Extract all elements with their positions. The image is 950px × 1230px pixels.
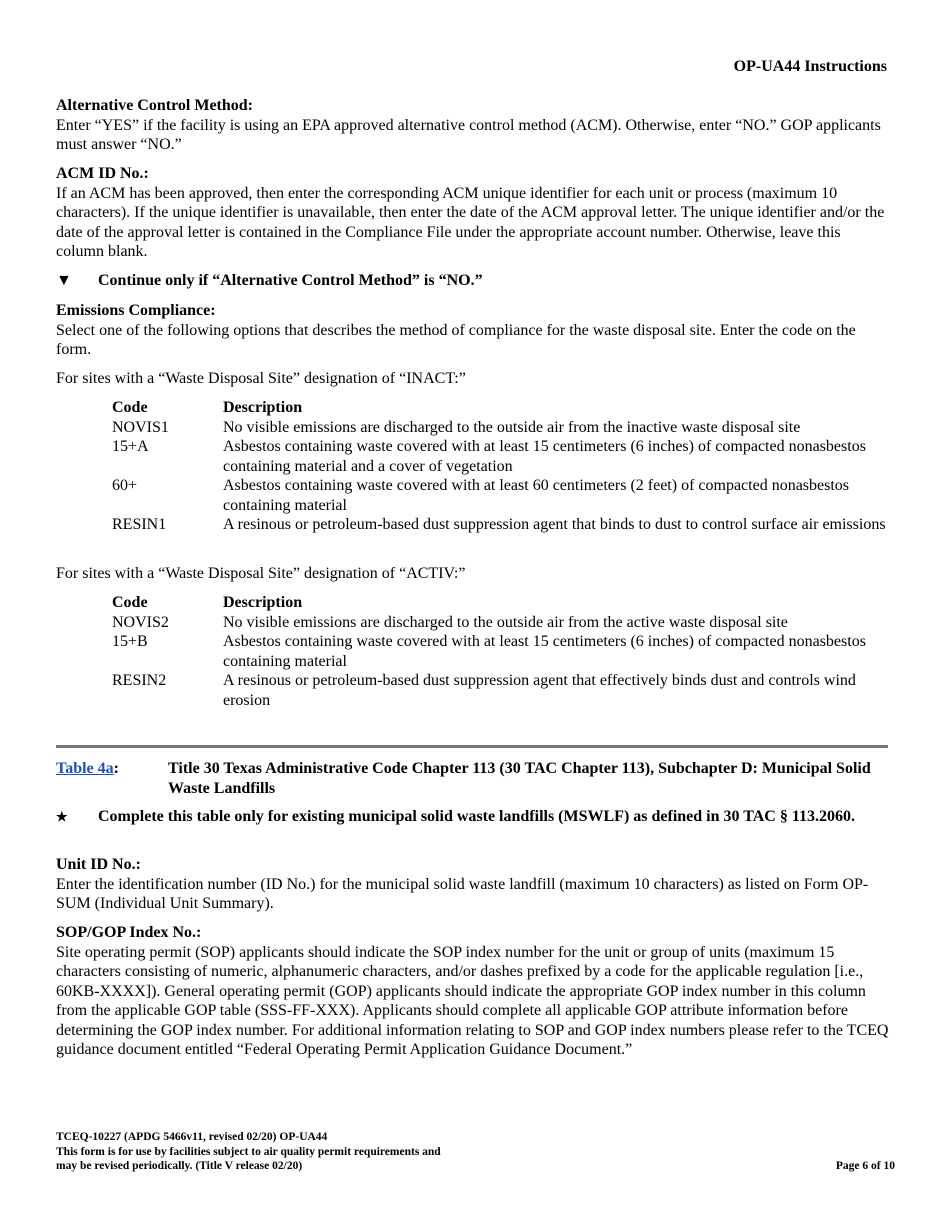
page-number: Page 6 of 10 — [835, 1160, 895, 1172]
table-4a-title: Title 30 Texas Administrative Code Chapter 113 (30 TAC Chapter 113), Subchapter D: Municipal Solid Waste Landfills — [168, 760, 871, 797]
acm-id-section — [56, 164, 892, 262]
star-note — [56, 807, 892, 827]
activ-intro-text: For sites with a “Waste Disposal Site” designation of “ACTIV:” — [56, 565, 466, 582]
description-cell: Asbestos containing waste covered with at least 15 centimeters (6 inches) of compacted nonasbestos containing material — [223, 633, 866, 670]
description-cell: No visible emissions are discharged to the outside air from the active waste disposal site — [223, 613, 788, 631]
unit-id-text: Enter the identification number (ID No.) for the municipal solid waste landfill (maximum 10 characters) as listed on Form OP-SUM (Individual Unit Summary). — [56, 875, 869, 912]
table-4a-colon: : — [113, 760, 119, 777]
description-cell: Asbestos containing waste covered with at least 15 centimeters (6 inches) of compacted nonasbestos containing material and a cover of vegetation — [223, 438, 866, 475]
inact-intro — [56, 369, 892, 389]
table-header-row — [112, 398, 898, 418]
activ-code-table — [112, 593, 898, 710]
emissions-heading: Emissions Compliance: — [56, 302, 216, 319]
table-row — [112, 476, 898, 515]
code-column-header: Code — [112, 594, 148, 611]
code-column-header: Code — [112, 399, 148, 416]
table-header-row — [112, 593, 898, 613]
table-row — [112, 418, 898, 438]
unit-id-section — [56, 855, 892, 914]
inact-intro-text: For sites with a “Waste Disposal Site” designation of “INACT:” — [56, 370, 466, 387]
code-cell: 15+B — [112, 633, 148, 650]
star-icon: ★ — [56, 809, 68, 824]
down-triangle-icon: ▼ — [56, 272, 72, 289]
acm-section — [56, 96, 892, 155]
code-cell: 60+ — [112, 477, 138, 494]
acm-text: Enter “YES” if the facility is using an EPA approved alternative control method (ACM). Otherwise, enter “NO.” GOP applicants must answer “NO.” — [56, 116, 881, 153]
footer-notice-line1: This form is for use by facilities subject to air quality permit requirements and — [56, 1145, 441, 1158]
emissions-section — [56, 301, 892, 360]
code-cell: NOVIS2 — [112, 613, 169, 631]
table-row — [112, 632, 898, 671]
footer-notice-line2: may be revised periodically. (Title V release 02/20) — [56, 1160, 303, 1172]
table-4a-link[interactable]: Table 4a — [56, 760, 114, 777]
table-row — [112, 671, 898, 710]
inact-code-table — [112, 398, 898, 535]
table-row — [112, 613, 898, 633]
description-column-header: Description — [223, 399, 303, 416]
activ-intro — [56, 564, 892, 584]
continue-note-text: Continue only if “Alternative Control Method” is “NO.” — [98, 272, 483, 289]
acm-id-text: If an ACM has been approved, then enter the corresponding ACM unique identifier for each unit or process (maximum 10 characters). If the unique identifier is unavailable, then enter the date of the ACM approval letter. The unique identifier and/or the date of the approval letter is contained in the Compliance File under the appropriate account number. Otherwise, leave this column blank. — [56, 184, 885, 260]
page-footer — [56, 1130, 896, 1174]
sop-gop-section — [56, 923, 892, 1060]
description-cell: No visible emissions are discharged to the outside air from the inactive waste disposal site — [223, 418, 801, 436]
acm-heading: Alternative Control Method: — [56, 97, 253, 114]
table-row — [112, 515, 898, 535]
acm-id-heading: ACM ID No.: — [56, 165, 149, 182]
emissions-text: Select one of the following options that describes the method of compliance for the waste disposal site. Enter the code on the form. — [56, 321, 856, 358]
footer-form-id: TCEQ-10227 (APDG 5466v11, revised 02/20) OP-UA44 — [56, 1131, 328, 1143]
continue-note — [56, 271, 892, 291]
description-cell: A resinous or petroleum-based dust suppression agent that effectively binds dust and controls wind erosion — [223, 672, 856, 709]
description-column-header: Description — [223, 594, 303, 611]
description-cell: A resinous or petroleum-based dust suppression agent that binds to dust to control surface air emissions — [223, 516, 886, 533]
code-cell: NOVIS1 — [112, 418, 169, 436]
table-4a-heading — [56, 759, 892, 798]
description-cell: Asbestos containing waste covered with at least 60 centimeters (2 feet) of compacted nonasbestos containing material — [223, 477, 850, 514]
document-title: OP-UA44 Instructions — [733, 58, 887, 75]
code-cell: 15+A — [112, 438, 149, 455]
sop-gop-heading: SOP/GOP Index No.: — [56, 924, 202, 941]
table-row — [112, 437, 898, 476]
unit-id-heading: Unit ID No.: — [56, 856, 141, 873]
sop-gop-text: Site operating permit (SOP) applicants should indicate the SOP index number for the unit or group of units (maximum 15 characters consisting of numeric, alphanumeric characters, and/or dashes prefixed by a code for the applicable regulation [i.e., 60KB-XXXX]). General operating permit (GOP) applicants should indicate the appropriate GOP index number in this column from the applicable GOP table (SSS-FF-XXX). Applicants should complete all applicable GOP attribute information before determining the GOP index number. For additional information relating to SOP and GOP index numbers please refer to the TCEQ guidance document entitled “Federal Operating Permit Application Guidance Document.” — [56, 943, 889, 1058]
star-note-text: Complete this table only for existing municipal solid waste landfills (MSWLF) as defined in 30 TAC § 113.2060. — [98, 808, 855, 825]
code-cell: RESIN1 — [112, 516, 167, 533]
code-cell: RESIN2 — [112, 672, 167, 689]
section-divider — [56, 745, 888, 748]
